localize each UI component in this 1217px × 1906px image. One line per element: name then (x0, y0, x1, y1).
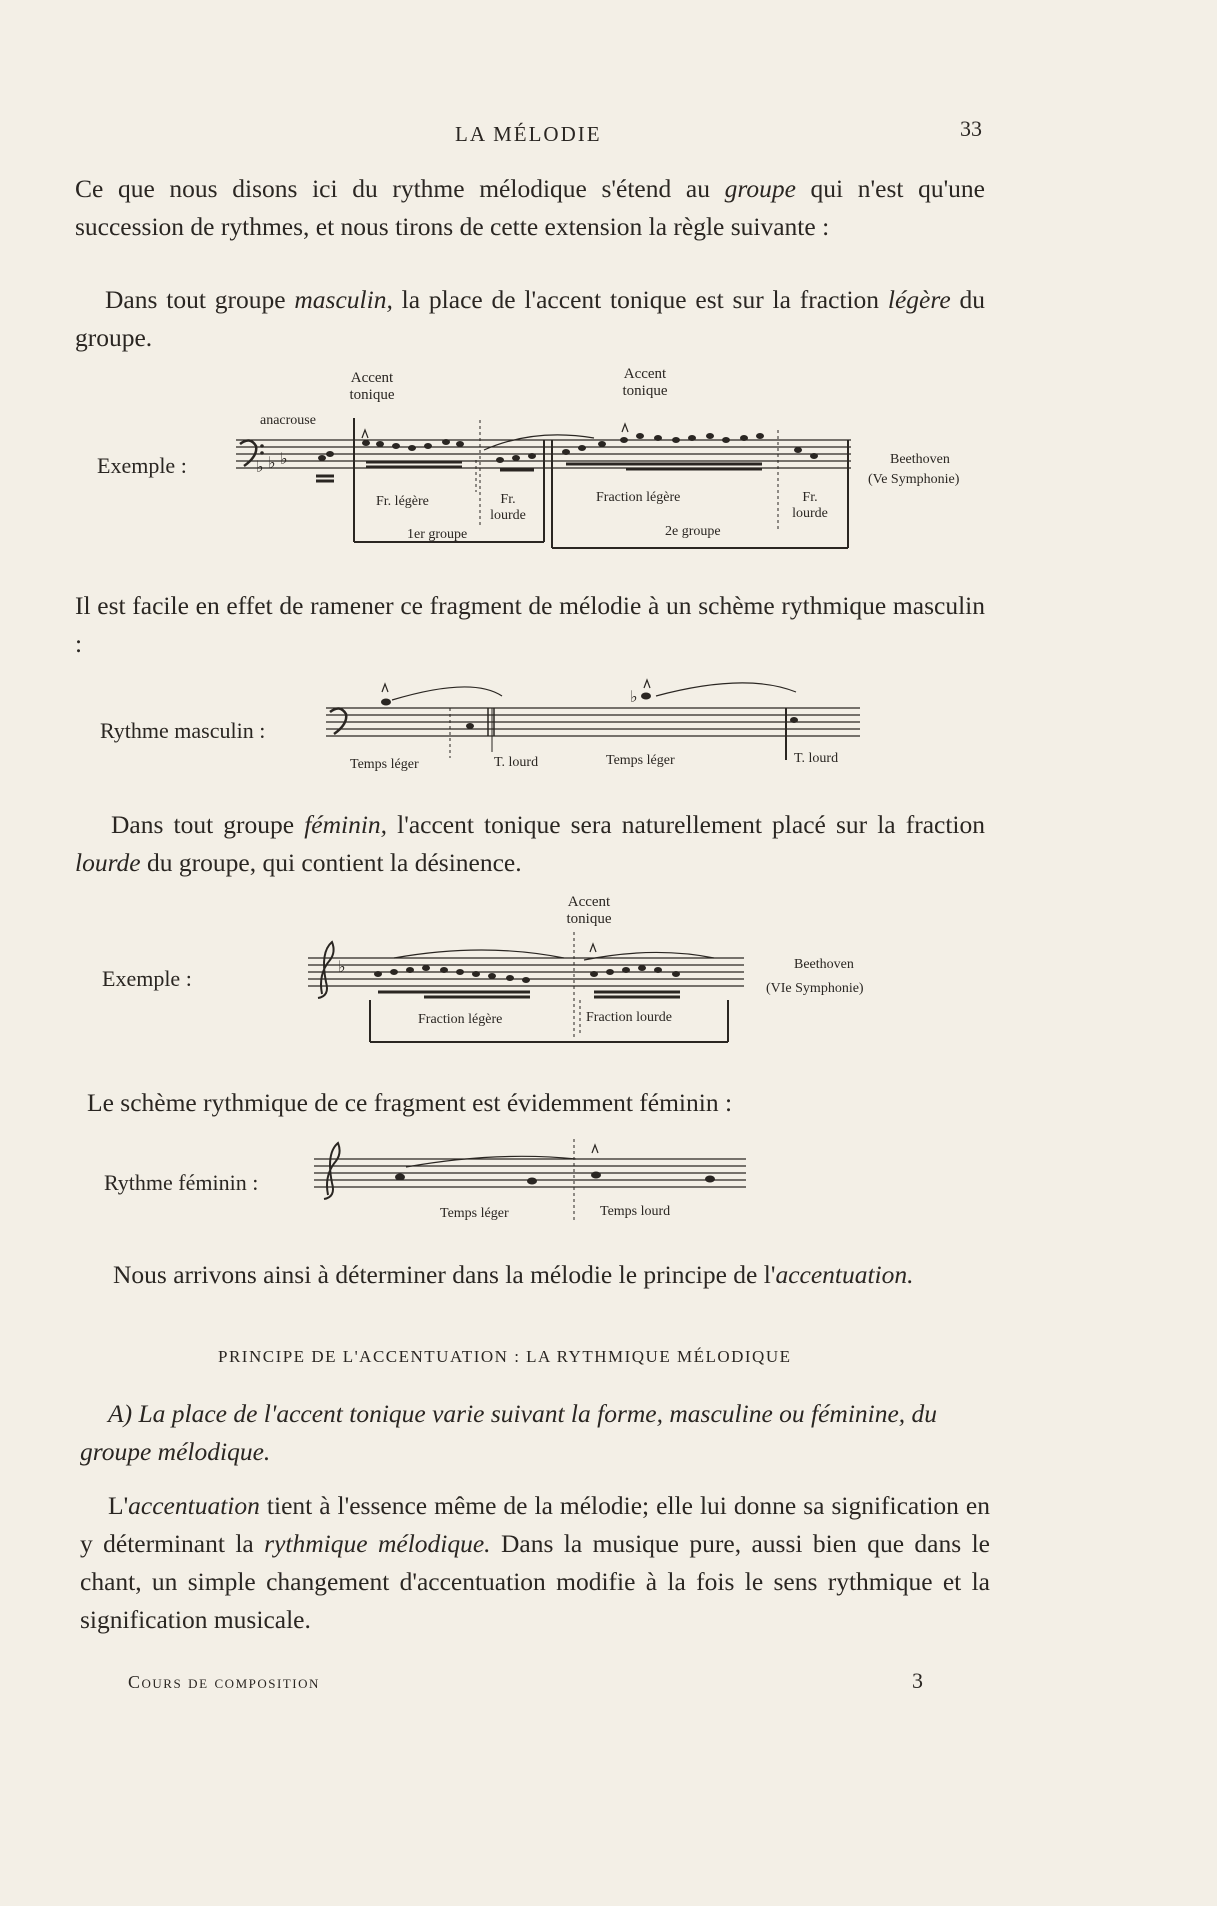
example-1-work: (Ve Symphonie) (868, 472, 960, 487)
paragraph-4-text: Dans tout groupe (111, 810, 305, 839)
paragraph-4-text-mid: l'accent tonique sera naturellement placé sur la fraction (387, 810, 985, 839)
rythme-feminin-temps-lourd: Temps lourd (600, 1204, 671, 1219)
example-2-fraction-legere: Fraction légère (418, 1012, 503, 1027)
svg-text:♭: ♭ (338, 959, 346, 976)
paragraph-7-text-mid: tient à l'essence même de la mélodie; elle lui donne sa signification en y déterminant la (80, 1491, 990, 1558)
paragraph-7-text-end: Dans la musique pure, aussi bien que dans le chant, un simple changement d'accentuation modifie à la fois le sens rythmique et la signification musicale. (80, 1529, 990, 1634)
example-1-accent-left: Accent tonique (349, 370, 395, 403)
footer-signature: 3 (912, 1668, 923, 1693)
paragraph-1-text-end: qui n'est qu'une succession de rythmes, et nous tirons de cette extension la règle suivante : (75, 174, 986, 241)
example-2-fraction-lourde: Fraction lourde (586, 1010, 672, 1025)
svg-text:♭: ♭ (280, 451, 288, 468)
paragraph-2-emphasis-1: masculin, (294, 285, 393, 314)
paragraph-3: Il est facile en effet de ramener ce fragment de mélodie à un schème rythmique masculin : (75, 591, 985, 658)
svg-text:♭: ♭ (268, 455, 276, 472)
rythme-feminin-staff (310, 1135, 750, 1225)
paragraph-2 (75, 281, 985, 357)
paragraph-1-text: Ce que nous disons ici du rythme mélodique s'étend au (75, 174, 725, 203)
paragraph-6-emphasis: accentuation. (775, 1260, 914, 1289)
example-1-composer: Beethoven (890, 452, 950, 467)
example-1-fr-lourde-2: Fr. lourde (792, 490, 828, 521)
rythme-masculin-staff (326, 672, 866, 762)
running-header: LA MÉLODIE (455, 122, 602, 146)
example-2-staff (304, 930, 754, 1045)
paragraph-2-text-mid: la place de l'accent tonique est sur la fraction (392, 285, 888, 314)
example-1-anacrouse: anacrouse (260, 413, 316, 428)
rythme-feminin-temps-leger: Temps léger (440, 1206, 509, 1221)
rule-a: A) La place de l'accent tonique varie suivant la forme, masculine ou féminine, du groupe mélodique. (80, 1399, 938, 1466)
rythme-masculin-label: Rythme masculin : (100, 718, 266, 743)
rythme-masculin-temps-leger-1: Temps léger (350, 757, 419, 772)
paragraph-4-emphasis-1: féminin, (304, 810, 388, 839)
paragraph-7-text: L' (108, 1491, 129, 1520)
rythme-masculin-t-lourd-2: T. lourd (794, 751, 839, 766)
paragraph-2-emphasis-2: légère (887, 285, 951, 314)
paragraph-7 (80, 1487, 990, 1639)
example-2-work: (VIe Symphonie) (766, 981, 864, 996)
paragraph-2-text-end: du groupe. (75, 285, 986, 352)
svg-text:♭: ♭ (630, 689, 638, 706)
paragraph-4 (75, 806, 985, 882)
example-1-staff (226, 400, 866, 565)
example-2-accent: Accent tonique (566, 894, 612, 927)
rythme-feminin-label: Rythme féminin : (104, 1170, 259, 1195)
example-1-accent-right: Accent tonique (622, 366, 668, 399)
paragraph-7-emphasis-1: accentuation (128, 1491, 260, 1520)
example-1-fr-lourde-1: Fr. lourde (490, 492, 526, 523)
rythme-masculin-t-lourd-1: T. lourd (494, 755, 539, 770)
example-1-fraction-legere: Fraction légère (596, 490, 681, 505)
paragraph-4-text-end: du groupe, qui contient la désinence. (140, 848, 522, 877)
example-2-composer: Beethoven (794, 957, 854, 972)
paragraph-7-emphasis-2: rythmique mélodique. (264, 1529, 491, 1558)
svg-text:♭: ♭ (256, 459, 264, 476)
paragraph-6-text: Nous arrivons ainsi à déterminer dans la mélodie le principe de l' (113, 1260, 776, 1289)
example-1-group-1: 1er groupe (407, 527, 468, 542)
section-heading: PRINCIPE DE L'ACCENTUATION : LA RYTHMIQUE MÉLODIQUE (218, 1347, 792, 1366)
example-1-group-2: 2e groupe (665, 524, 721, 539)
paragraph-4-emphasis-2: lourde (75, 848, 141, 877)
footer-title: Cours de composition (128, 1672, 320, 1692)
paragraph-2-text: Dans tout groupe (105, 285, 295, 314)
paragraph-5: Le schème rythmique de ce fragment est évidemment féminin : (87, 1088, 733, 1117)
page-number: 33 (960, 116, 982, 141)
rythme-masculin-temps-leger-2: Temps léger (606, 753, 675, 768)
paragraph-6 (75, 1256, 985, 1294)
example-1-label: Exemple : (97, 453, 187, 478)
paragraph-1-emphasis: groupe (724, 174, 796, 203)
paragraph-1 (75, 170, 985, 246)
example-2-label: Exemple : (102, 966, 192, 991)
example-1-fr-legere: Fr. légère (376, 494, 429, 509)
